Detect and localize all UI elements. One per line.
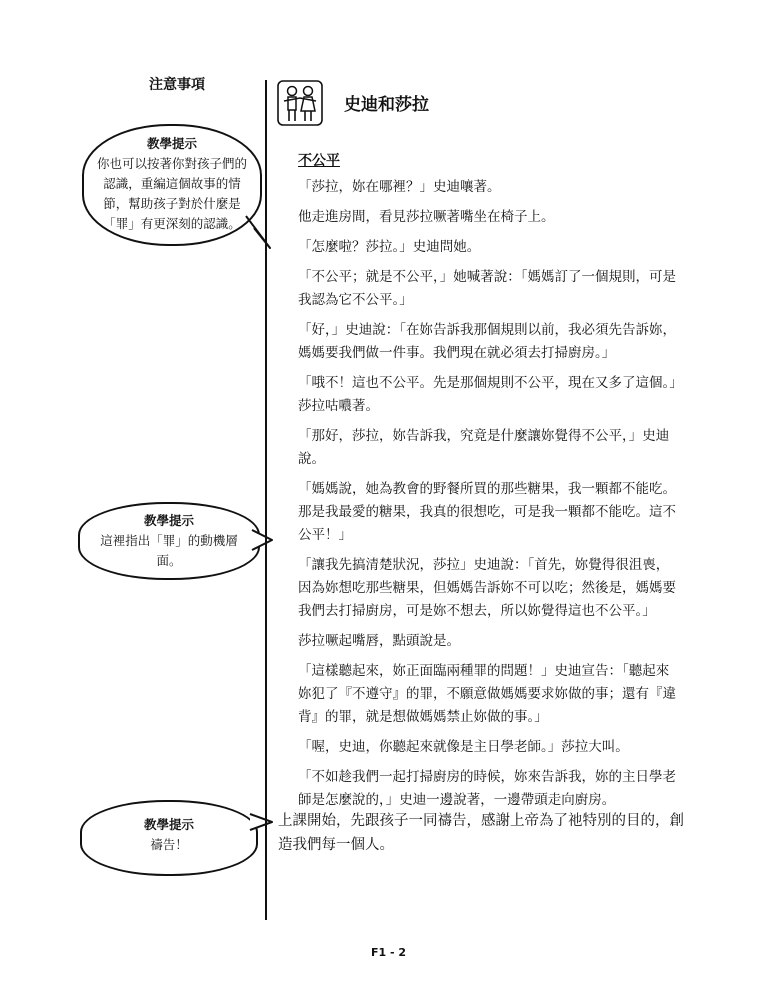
story-paragraph: 「讓我先搞清楚狀況，莎拉」史迪說：「首先，妳覺得很沮喪，因為妳想吃那些糖果，但媽媽告訴妳不可以吃；然後是，媽媽要我們去打掃廚房，可是妳不想去，所以妳覺得這也不公平。」 <box>298 557 676 619</box>
speech-tail-icon <box>248 810 276 836</box>
tip-title: 教學提示 <box>143 513 194 528</box>
story-paragraph: 「這樣聽起來，妳正面臨兩種罪的問題！」史迪宣告：「聽起來妳犯了『不遵守』的罪，不願意做媽媽要求妳做的事；還有『違背』的罪，就是想做媽媽禁止妳做的事。」 <box>298 663 676 725</box>
tip-text: 你也可以按著你對孩子們的認識，重編這個故事的情節，幫助孩子對於什麼是「罪」有更深刻的認識。 <box>96 156 247 231</box>
story-title: 史迪和莎拉 <box>344 95 429 115</box>
teaching-tip-bubble <box>78 502 260 580</box>
children-icon <box>277 80 323 126</box>
tip-title: 教學提示 <box>143 817 194 832</box>
story-paragraph: 「哦不！這也不公平。先是那個規則不公平，現在又多了這個。」莎拉咕噥著。 <box>298 375 676 414</box>
column-divider <box>265 80 267 920</box>
tip-text: 禱告！ <box>150 837 188 852</box>
story-paragraph: 「不如趁我們一起打掃廚房的時候，妳來告訴我，妳的主日學老師是怎麼說的，」史迪一邊說著，一邊帶頭走向廚房。 <box>298 769 676 808</box>
tip-title: 教學提示 <box>146 136 197 151</box>
lesson-instruction: 上課開始，先跟孩子一同禱告，感謝上帝為了祂特別的目的，創造我們每一個人。 <box>278 813 684 853</box>
story-subheading: 不公平 <box>298 153 340 169</box>
story-paragraph: 「怎麼啦？莎拉。」史迪問她。 <box>298 239 481 255</box>
story-paragraph: 「莎拉，妳在哪裡？」史迪嚷著。 <box>298 179 501 195</box>
tip-text: 這裡指出「罪」的動機層面。 <box>100 533 238 568</box>
story-paragraph: 「媽媽說，她為教會的野餐所買的那些糖果，我一顆都不能吃。那是我最愛的糖果，我真的很想吃，可是我一顆都不能吃。這不公平！」 <box>298 481 676 543</box>
story-paragraph: 「那好，莎拉，妳告訴我，究竟是什麼讓妳覺得不公平，」史迪說。 <box>298 428 670 467</box>
page-number: F1 - 2 <box>370 946 407 959</box>
speech-tail-icon <box>250 528 276 554</box>
story-paragraph: 「好，」史迪說：「在妳告訴我那個規則以前，我必須先告訴妳，媽媽要我們做一件事。我們現在就必須去打掃廚房。」 <box>298 322 676 361</box>
story-paragraph: 「喔，史迪，你聽起來就像是主日學老師。」莎拉大叫。 <box>298 739 629 755</box>
teaching-tip-bubble <box>80 800 258 876</box>
story-paragraph: 他走進房間，看見莎拉噘著嘴坐在椅子上。 <box>298 209 555 225</box>
notes-heading: 注意事項 <box>149 77 205 93</box>
teaching-tip-bubble <box>82 124 262 246</box>
story-body <box>298 176 676 819</box>
speech-tail-icon <box>244 214 274 254</box>
story-paragraph: 莎拉噘起嘴唇，點頭說是。 <box>298 633 460 649</box>
story-paragraph: 「不公平；就是不公平，」她喊著說：「媽媽訂了一個規則，可是我認為它不公平。」 <box>298 269 676 308</box>
